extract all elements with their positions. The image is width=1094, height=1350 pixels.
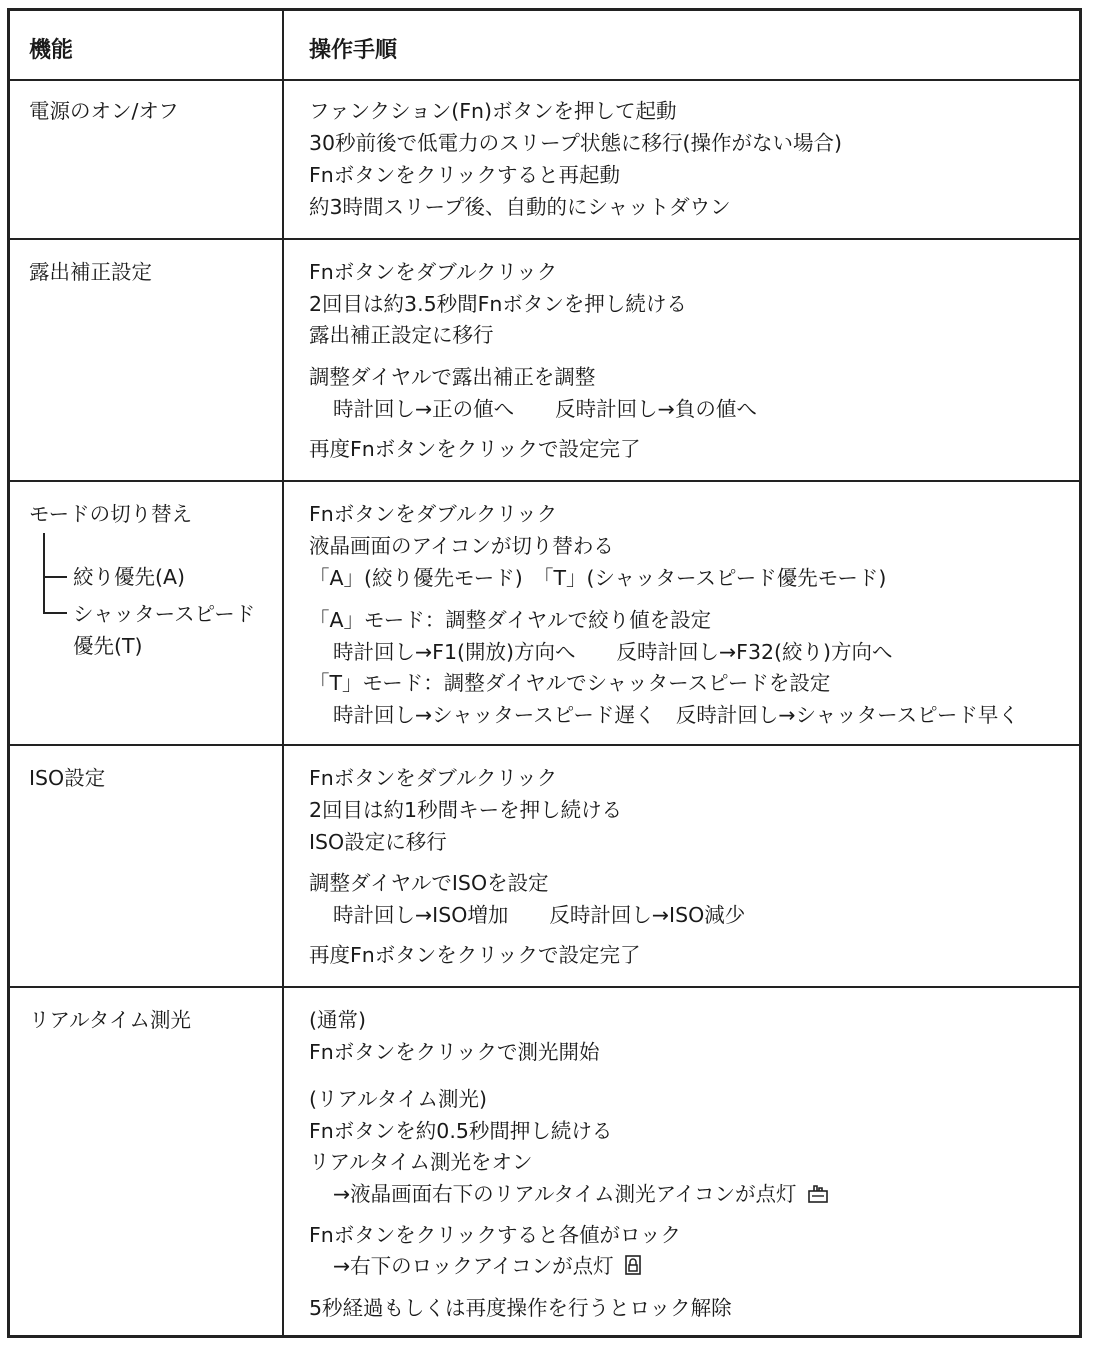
step: 「T」モード：調整ダイヤルでシャッタースピードを設定: [309, 671, 831, 695]
step: (リアルタイム測光): [309, 1087, 487, 1111]
tree-line: [43, 576, 67, 578]
step: (通常): [309, 1008, 366, 1032]
function-iso: ISO設定: [29, 766, 106, 790]
step: 「A」モード：調整ダイヤルで絞り値を設定: [309, 608, 712, 632]
step: 露出補正設定に移行: [309, 323, 494, 347]
step: ファンクション(Fn)ボタンを押して起動: [309, 99, 677, 123]
function-power: 電源のオン/オフ: [29, 99, 179, 123]
row-divider: [10, 986, 1079, 988]
step: 再度Fnボタンをクリックで設定完了: [309, 437, 641, 461]
mode-shutter-2: 優先(T): [73, 634, 143, 658]
function-mode: モードの切り替え: [29, 502, 193, 526]
step: Fnボタンをダブルクリック: [309, 260, 558, 284]
mode-shutter: シャッタースピード: [73, 602, 256, 626]
step: 30秒前後で低電力のスリープ状態に移行(操作がない場合): [309, 131, 843, 155]
header-function: 機能: [29, 38, 74, 63]
step: Fnボタンをダブルクリック: [309, 766, 558, 790]
realtime-metering-icon: [807, 1182, 829, 1204]
step-with-icon: [333, 1181, 829, 1207]
step: 時計回し→ISO増加 反時計回し→ISO減少: [333, 903, 746, 927]
step: Fnボタンをクリックすると各値がロック: [309, 1223, 682, 1247]
operations-table: [7, 8, 1082, 1338]
step: 調整ダイヤルでISOを設定: [309, 871, 549, 895]
row-divider: [10, 79, 1079, 81]
step: 「A」(絞り優先モード) 「T」(シャッタースピード優先モード): [309, 566, 887, 590]
step: Fnボタンを約0.5秒間押し続ける: [309, 1119, 613, 1143]
mode-aperture: 絞り優先(A): [73, 565, 186, 589]
function-metering: リアルタイム測光: [29, 1008, 191, 1032]
step: 5秒経過もしくは再度操作を行うとロック解除: [309, 1296, 732, 1320]
lock-icon: [624, 1254, 642, 1276]
step: 再度Fnボタンをクリックで設定完了: [309, 943, 641, 967]
step: Fnボタンをダブルクリック: [309, 502, 558, 526]
step: Fnボタンをクリックで測光開始: [309, 1040, 600, 1064]
step: 調整ダイヤルで露出補正を調整: [309, 365, 596, 389]
step: 2回目は約1秒間キーを押し続ける: [309, 798, 623, 822]
header-procedure: 操作手順: [309, 38, 398, 63]
column-divider: [282, 11, 284, 1335]
step: 時計回し→正の値へ 反時計回し→負の値へ: [333, 397, 757, 421]
tree-line: [43, 612, 67, 614]
step: リアルタイム測光をオン: [309, 1150, 533, 1174]
step: 約3時間スリープ後、自動的にシャットダウン: [309, 195, 731, 219]
tree-line: [43, 533, 45, 613]
step-text: →液晶画面右下のリアルタイム測光アイコンが点灯: [333, 1182, 797, 1206]
step-text: →右下のロックアイコンが点灯: [333, 1254, 614, 1278]
step: 時計回し→F1(開放)方向へ 反時計回し→F32(絞り)方向へ: [333, 640, 893, 664]
row-divider: [10, 480, 1079, 482]
step: 2回目は約3.5秒間Fnボタンを押し続ける: [309, 292, 687, 316]
row-divider: [10, 744, 1079, 746]
step: 液晶画面のアイコンが切り替わる: [309, 534, 614, 558]
row-divider: [10, 238, 1079, 240]
step: 時計回し→シャッタースピード遅く 反時計回し→シャッタースピード早く: [333, 703, 1019, 727]
step: ISO設定に移行: [309, 830, 447, 854]
step-with-icon: [333, 1253, 642, 1279]
step: Fnボタンをクリックすると再起動: [309, 163, 620, 187]
function-exposure: 露出補正設定: [29, 260, 152, 284]
